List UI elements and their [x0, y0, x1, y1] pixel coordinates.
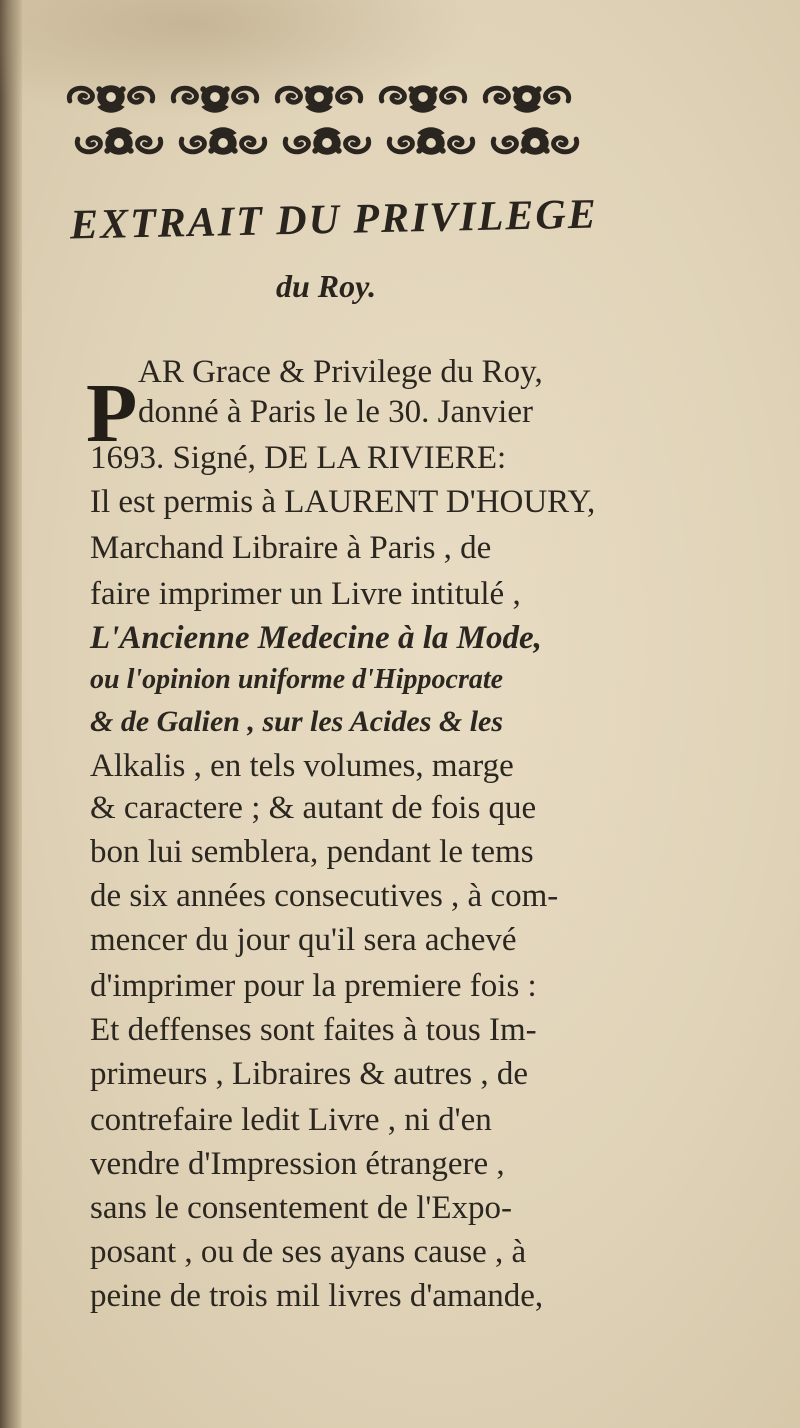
text-line: posant , ou de ses ayans cause , à	[90, 1234, 527, 1270]
text-line: contrefaire ledit Livre , ni d'en	[90, 1102, 492, 1138]
text-line: faire imprimer un Livre intitulé ,	[90, 576, 521, 612]
text-line: de six années consecutives , à com-	[90, 878, 559, 914]
text-line: donné à Paris le le 30. Janvier	[138, 394, 533, 430]
floral-fleuron-icon	[478, 79, 576, 124]
floral-fleuron-icon	[166, 79, 264, 124]
fleuron-row-bottom	[70, 122, 582, 164]
text-line: & de Galien , sur les Acides & les	[90, 705, 504, 738]
text-line: AR Grace & Privilege du Roy,	[138, 354, 543, 390]
text-line: vendre d'Impression étrangere ,	[90, 1146, 505, 1182]
text-line: d'imprimer pour la premiere fois :	[90, 968, 537, 1004]
text-line: 1693. Signé, DE LA RIVIERE:	[90, 440, 507, 476]
text-line: & caractere ; & autant de fois que	[90, 790, 537, 826]
page-binding-edge	[0, 0, 22, 1428]
floral-fleuron-icon	[278, 121, 376, 166]
fleuron-ornament-band	[62, 80, 582, 168]
text-line: Il est permis à LAURENT D'HOURY,	[90, 484, 596, 520]
text-line: bon lui semblera, pendant le tems	[90, 834, 534, 870]
text-line: Alkalis , en tels volumes, marge	[90, 748, 514, 784]
floral-fleuron-icon	[62, 79, 160, 124]
text-line: ou l'opinion uniforme d'Hippocrate	[90, 664, 504, 695]
page-subheading: du Roy.	[276, 268, 377, 304]
floral-fleuron-icon	[270, 79, 368, 124]
floral-fleuron-icon	[174, 121, 272, 166]
text-line: mencer du jour qu'il sera achevé	[90, 922, 517, 958]
text-line: Et deffenses sont faites à tous Im-	[90, 1012, 537, 1048]
floral-fleuron-icon	[70, 121, 168, 166]
text-line: Marchand Libraire à Paris , de	[90, 530, 492, 566]
text-line: L'Ancienne Medecine à la Mode,	[90, 620, 542, 656]
floral-fleuron-icon	[374, 79, 472, 124]
text-line: primeurs , Libraires & autres , de	[90, 1056, 529, 1092]
fleuron-row-top	[62, 80, 582, 122]
page-heading: EXTRAIT DU PRIVILEGE	[69, 191, 599, 249]
floral-fleuron-icon	[486, 121, 584, 166]
drop-cap-letter: P	[86, 367, 138, 460]
text-line: sans le consentement de l'Expo-	[90, 1190, 512, 1226]
floral-fleuron-icon	[382, 121, 480, 166]
text-line: peine de trois mil livres d'amande,	[90, 1278, 544, 1314]
